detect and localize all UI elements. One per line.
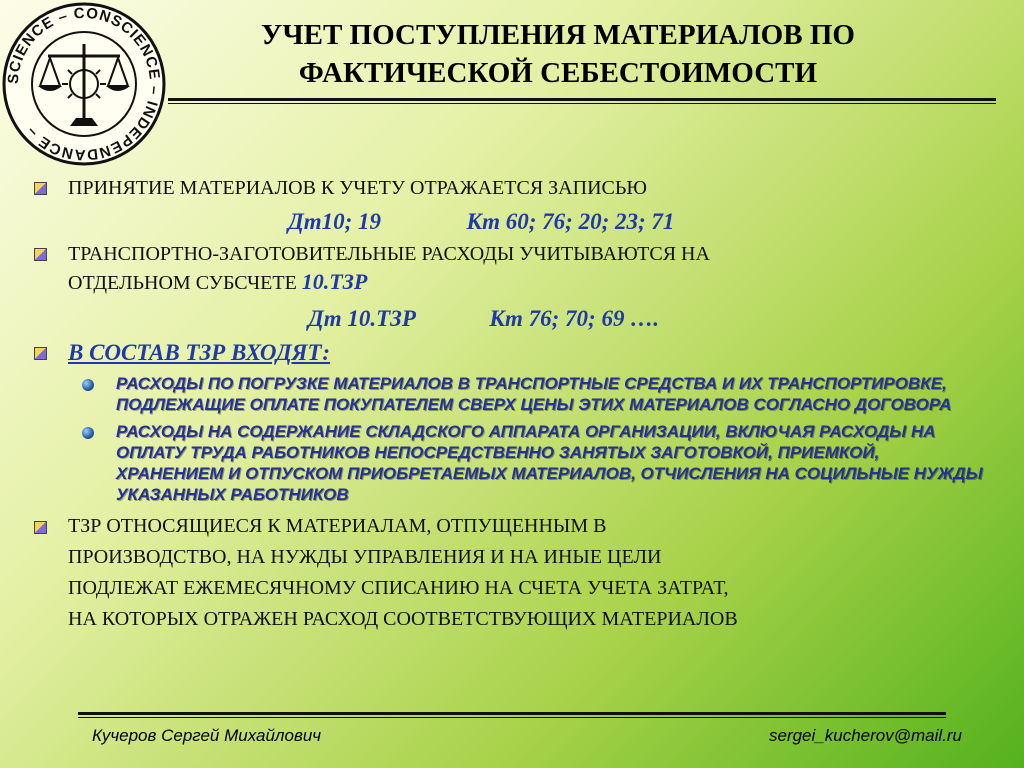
bullet-2-text: ОТДЕЛЬНОМ СУБСЧЕТЕ [68,272,302,294]
bullet-square-icon [34,182,47,195]
slide-body [30,174,990,635]
bullet-item-2 [30,240,990,297]
tzr-heading: В СОСТАВ ТЗР ВХОДЯТ: [68,340,331,365]
sub-item-1 [30,373,990,415]
bullet-2-line-2 [68,268,990,297]
bullet-square-icon [34,521,47,534]
bullet-2-line-1: ТРАНСПОРТНО-ЗАГОТОВИТЕЛЬНЫЕ РАСХОДЫ УЧИТЫВАЮТСЯ НА [68,243,710,265]
footer-email: sergei_kucherov@mail.ru [768,726,962,745]
sub-item-1-text: РАСХОДЫ ПО ПОГРУЗКЕ МАТЕРИАЛОВ В ТРАНСПОРТНЫЕ СРЕДСТВА И ИХ ТРАНСПОРТИРОВКЕ, ПОДЛЕЖАЩИЕ ОПЛАТЕ ПОКУПАТЕЛЕМ СВЕРХ ЦЕНЫ ЭТИХ МАТЕРИАЛОВ СОГЛАСНО ДОГОВОРА [116,374,952,414]
bullet-1-text: ПРИНЯТИЕ МАТЕРИАЛОВ К УЧЕТУ ОТРАЖАЕТСЯ ЗАПИСЬЮ [68,177,647,199]
sub-item-2 [30,421,990,505]
bullet-item-3 [30,337,990,369]
logo-emblem [0,0,168,168]
bullet-item-1 [30,174,990,202]
title-divider [168,98,996,101]
sphere-bullet-icon [82,427,94,439]
formula-2-credit: Кт 76; 70; 69 …. [489,306,659,331]
bullet-4-line-4: НА КОТОРЫХ ОТРАЖЕН РАСХОД СООТВЕТСТВУЮЩИХ МАТЕРИАЛОВ [68,608,738,630]
bullet-item-4 [30,511,990,635]
formula-2-debit: Дт 10.ТЗР [308,306,416,331]
bullet-square-icon [34,248,47,261]
title-line-2: ФАКТИЧЕСКОЙ СЕБЕСТОИМОСТИ [298,57,818,89]
formula-1-credit: Кт 60; 76; 20; 23; 71 [466,209,675,234]
bullet-square-icon [34,347,47,360]
page-title [188,16,928,92]
bullet-4-line-1: ТЗР ОТНОСЯЩИЕСЯ К МАТЕРИАЛАМ, ОТПУЩЕННЫМ В [68,515,607,537]
bullet-4-line-2: ПРОИЗВОДСТВО, НА НУЖДЫ УПРАВЛЕНИЯ И НА ИНЫЕ ЦЕЛИ [68,546,662,568]
footer-divider-thin [78,717,946,718]
title-divider-thin [168,103,996,104]
title-line-1: УЧЕТ ПОСТУПЛЕНИЯ МАТЕРИАЛОВ ПО [261,19,855,51]
subaccount-code: 10.ТЗР [301,269,368,294]
formula-2 [30,303,990,335]
logo-ring-text: SCIENCE – CONSCIENCE – INDEPENDANCE – [4,4,164,164]
footer-divider [78,712,946,715]
formula-1 [30,206,990,238]
formula-1-debit: Дт10; 19 [288,209,382,234]
footer-author: Кучеров Сергей Михайлович [92,726,322,745]
sub-item-2-text: РАСХОДЫ НА СОДЕРЖАНИЕ СКЛАДСКОГО АППАРАТА ОРГАНИЗАЦИИ, ВКЛЮЧАЯ РАСХОДЫ НА ОПЛАТУ ТРУДА РАБОТНИКОВ НЕПОСРЕДСТВЕННО ЗАНЯТЫХ ЗАГОТОВКОЙ, ПРИЕМКОЙ, ХРАНЕНИЕМ И ОТПУСКОМ ПРИОБРЕТАЕМЫХ МАТЕРИАЛОВ, ОТЧИСЛЕНИЯ НА СОЦИЛЬНЫЕ НУЖДЫ УКАЗАННЫХ РАБОТНИКОВ [116,422,983,504]
sphere-bullet-icon [82,379,94,391]
bullet-4-line-3: ПОДЛЕЖАТ ЕЖЕМЕСЯЧНОМУ СПИСАНИЮ НА СЧЕТА УЧЕТА ЗАТРАТ, [68,577,729,599]
